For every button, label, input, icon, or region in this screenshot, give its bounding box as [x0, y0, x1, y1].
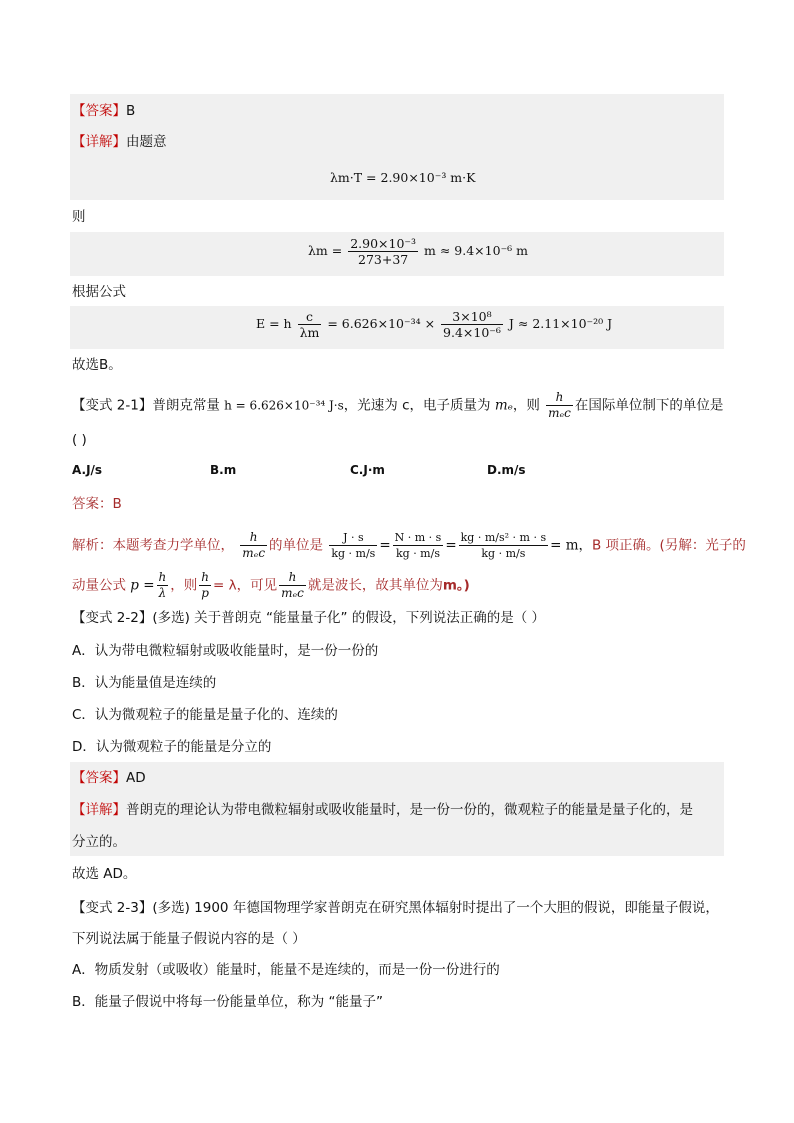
- v22-answer-value: AD: [126, 770, 146, 786]
- v23-option-b: B．能量子假说中将每一份能量单位，称为 “能量子”: [72, 994, 384, 1010]
- v21-exp-b: 的单位是: [269, 537, 324, 554]
- v23-text-1: (多选) 1900 年德国物理学家普朗克在研究黑体辐射时提出了一个大胆的假说，即能量子假说，: [152, 900, 719, 916]
- v21-h-over-p: [199, 570, 211, 601]
- v21-option-b: B.m: [210, 463, 237, 477]
- v21-exp-frac-den: mₑc: [242, 546, 266, 560]
- v22-answer-line: [72, 768, 146, 788]
- v21-electron-mass: mₑ: [494, 397, 513, 414]
- eq3-f2-denominator: 9.4×10⁻⁶: [443, 325, 501, 340]
- v22-text: (多选) 关于普朗克 “能量量子化” 的假设，下列说法正确的是（ ）: [152, 610, 546, 626]
- detail-line: [72, 132, 167, 152]
- v21-exp-frac-num: h: [240, 530, 267, 546]
- v21-text-c: ，则: [512, 397, 540, 414]
- v21-answer: 答案：B: [72, 496, 122, 512]
- v22-detail-line-2: 分立的。: [72, 834, 126, 850]
- detail-text: 由题意: [126, 134, 167, 150]
- v21-frac-den: mₑc: [548, 406, 571, 420]
- v21-explanation-1: 解析：本题考查力学单位， $\frac{h}{\text{mₑc}}$ 的单位是 $\frac{J \cdot s}{kg \cdot m/s}$ = $\frac{N \cdot m \cdot s}{kg \cdot m/s}$ = $\frac{\text{kg · m/s² · m · s}}{kg \cdot m/s}$ = m，B 项正确。(另解：光子的: [72, 530, 746, 560]
- v21-u1-num: J · s: [329, 530, 377, 546]
- v21-option-c: C.J·m: [350, 463, 385, 477]
- variant-2-2-tag: 【变式 2-2】: [72, 610, 153, 626]
- v22-detail-line-1: [72, 800, 693, 820]
- v21-hp-den: p: [201, 586, 209, 600]
- eq3-fraction-1: [298, 309, 322, 340]
- choose-line-1: 故选B。: [72, 357, 122, 373]
- variant-2-3-tag: 【变式 2-3】: [72, 900, 153, 916]
- v21-text-a: 普朗克常量: [152, 397, 220, 414]
- v21-u2-num: N · m · s: [394, 531, 442, 544]
- eq2-denominator: 273+37: [358, 252, 409, 267]
- then-text: 则: [72, 209, 86, 225]
- eq3-f2-numerator: 3×10⁸: [441, 309, 503, 325]
- v22-option-a: A．认为带电微粒辐射或吸收能量时，是一份一份的: [72, 643, 379, 659]
- v21-explanation-2: [72, 570, 470, 601]
- v21-hm-num: h: [279, 570, 306, 586]
- v21-exp-d: B 项正确。(另解：光子的: [592, 537, 746, 554]
- v21-hp-num: h: [201, 570, 210, 584]
- v21-option-d: D.m/s: [487, 463, 526, 477]
- v21-h-over-mc: [279, 570, 306, 601]
- equation-2: [308, 236, 528, 267]
- v22-choose: 故选 AD。: [72, 866, 137, 882]
- variant-2-3-question: [72, 898, 719, 918]
- v21-u2-den: kg · m/s: [395, 547, 440, 560]
- answer-line: [72, 101, 135, 121]
- v21-frac-num: h: [546, 390, 573, 406]
- v23-text-2: 下列说法属于能量子假说内容的是（ ）: [72, 931, 306, 947]
- v21-exp-f: ，则: [170, 577, 198, 594]
- eq2-fraction: [348, 236, 418, 267]
- eq3-rhs: J ≈ 2.11×10⁻²⁰ J: [508, 316, 613, 331]
- formula-label: 根据公式: [72, 284, 126, 300]
- v21-exp-c: = m，: [550, 537, 592, 554]
- v22-option-c: C．认为微观粒子的能量是量子化的、连续的: [72, 707, 338, 723]
- v21-u1-den: kg · m/s: [331, 547, 376, 560]
- v21-hl-den: λ: [158, 586, 167, 600]
- v22-detail-text-1: 普朗克的理论认为带电微粒辐射或吸收能量时，是一份一份的，微观粒子的能量是量子化的，是: [126, 802, 693, 818]
- v21-u3-num: kg · m/s² · m · s: [460, 531, 547, 544]
- v21-hl-num: h: [158, 570, 167, 584]
- eq3-middle: = 6.626×10⁻³⁴ ×: [327, 316, 436, 331]
- v21-hm-den: mₑc: [281, 586, 304, 600]
- detail-tag: 【详解】: [72, 134, 126, 150]
- v21-h-over-lambda: [157, 570, 169, 601]
- answer-tag: 【答案】: [72, 103, 126, 119]
- v21-exp-g: = λ，可见: [213, 577, 278, 594]
- v23-option-a: A．物质发射（或吸收）能量时，能量不是连续的，而是一份一份进行的: [72, 962, 500, 978]
- answer-value: B: [126, 103, 136, 119]
- v21-unit-fraction-3: [459, 530, 548, 561]
- variant-2-1-tag: 【变式 2-1】: [72, 397, 153, 414]
- v21-exp-e: 动量公式: [72, 577, 126, 594]
- v21-p-expr: p =: [130, 577, 155, 594]
- eq3-lhs: E = h: [256, 316, 292, 331]
- v21-option-a: A.J/s: [72, 463, 103, 477]
- eq2-numerator: 2.90×10⁻³: [350, 236, 417, 251]
- v22-detail-tag: 【详解】: [72, 802, 126, 818]
- v21-exp-fraction: [240, 530, 267, 561]
- v21-text-d: 在国际单位制下的单位是: [574, 397, 724, 414]
- eq3-fraction-2: [441, 309, 503, 340]
- v21-exp-a: 解析：本题考查力学单位，: [72, 537, 234, 554]
- v21-exp-h: 就是波长，故其单位为: [307, 577, 443, 594]
- eq2-rhs: m ≈ 9.4×10⁻⁶ m: [424, 243, 528, 258]
- equation-1: λm·T = 2.90×10⁻³ m·K: [330, 170, 476, 185]
- variant-2-1-question: [72, 390, 723, 421]
- v21-question-fraction: [546, 390, 573, 421]
- v21-exp-i: m。): [442, 577, 470, 594]
- v22-answer-tag: 【答案】: [72, 770, 126, 786]
- v21-text-b: ，光速为 c，电子质量为: [343, 397, 491, 414]
- v21-u3-den: kg · m/s: [481, 547, 526, 560]
- v22-option-b: B．认为能量值是连续的: [72, 675, 217, 691]
- v21-unit-fraction-2: [393, 530, 444, 561]
- eq3-f1-denominator: λm: [299, 325, 320, 340]
- variant-2-2-question: [72, 608, 545, 628]
- eq2-lhs: λm =: [308, 243, 343, 258]
- v21-h-expression: h = 6.626×10⁻³⁴ J·s: [224, 398, 344, 413]
- v21-paren: ( ): [72, 432, 87, 448]
- v21-unit-fraction-1: [329, 530, 377, 561]
- equation-3: [256, 309, 612, 340]
- eq3-f1-numerator: c: [298, 309, 322, 325]
- v22-option-d: D．认为微观粒子的能量是分立的: [72, 739, 272, 755]
